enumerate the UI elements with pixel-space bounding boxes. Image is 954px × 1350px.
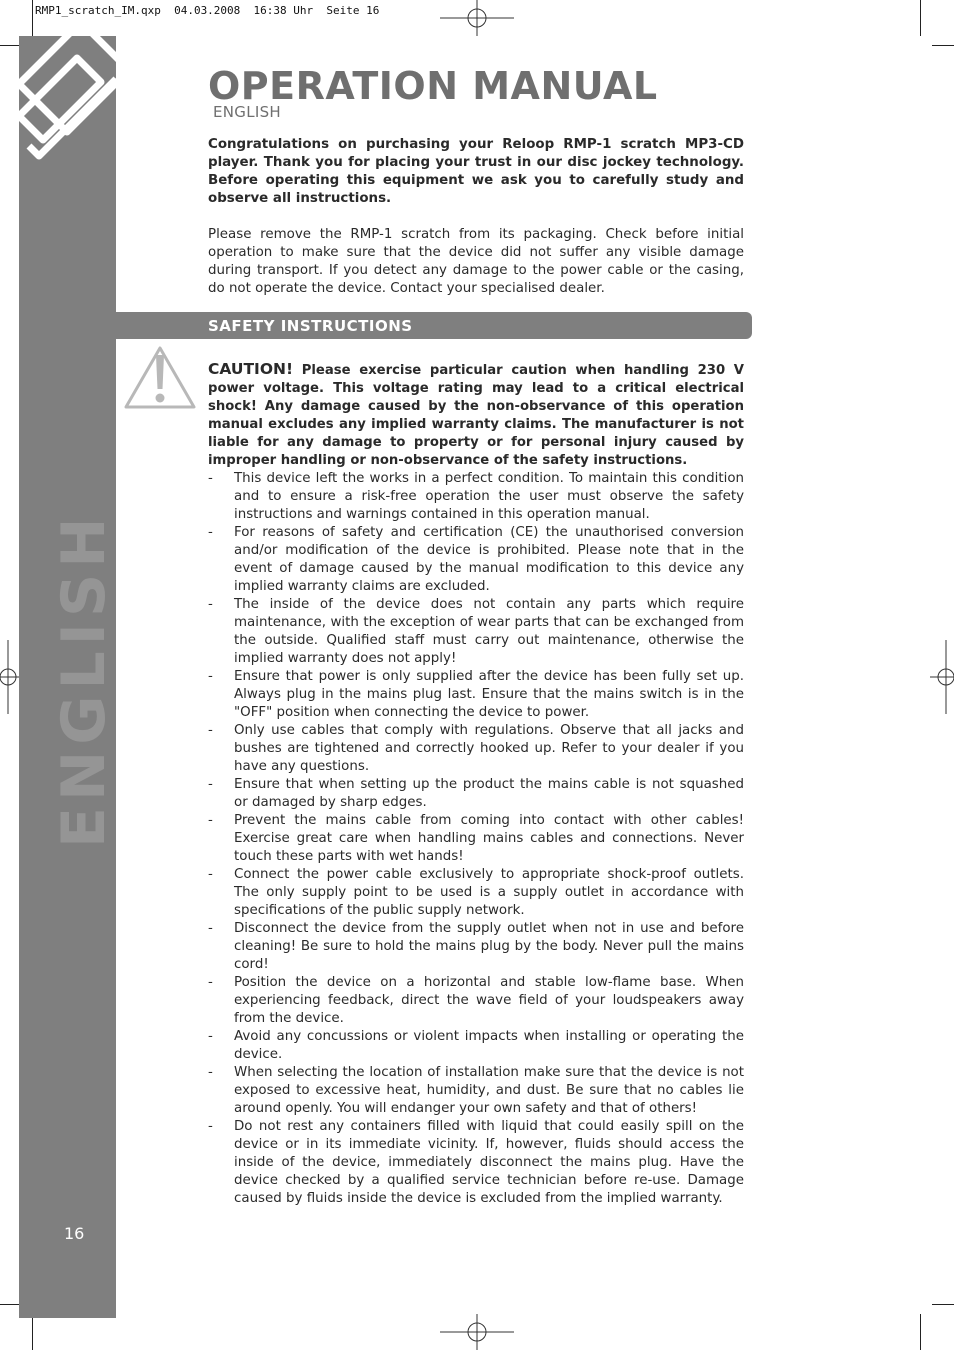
safety-instruction-list	[208, 470, 744, 1208]
unpacking-paragraph: Please remove the RMP-1 scratch from its packaging. Check before initial operation to make sure that the device did not suffer any visible damage during transport. If you detect any damage to the power cable or the casing, do not operate the device. Contact your specialised dealer.	[208, 227, 744, 296]
safety-item-text: Position the device on a horizontal and stable low-flame base. When experiencing feedback, direct the wave field of your loudspeakers away from the device.	[234, 975, 744, 1026]
safety-list-item	[208, 470, 744, 524]
page-number: 16	[64, 1224, 85, 1243]
print-slug: RMP1_scratch_IM.qxp 04.03.2008 16:38 Uhr Seite 16	[35, 4, 380, 17]
safety-item-text: The inside of the device does not contain any parts which require maintenance, with the exception of wear parts that can be exchanged from the outside. Qualified staff must carry out maintenance, otherwise the implied warranty does not apply!	[234, 597, 744, 666]
safety-item-text: For reasons of safety and certification (CE) the unauthorised conversion and/or modification of the device is prohibited. Please note that in the event of damage caused by the manual modification to this device any implied warranty claims are excluded.	[234, 525, 744, 594]
safety-list-item	[208, 722, 744, 776]
vertical-language-label: ENGLISH	[49, 511, 119, 848]
safety-section-bar	[116, 312, 752, 339]
safety-item-text: Prevent the mains cable from coming into contact with other cables! Exercise great care when handling mains cables and connections. Never touch these parts with wet hands!	[234, 813, 744, 864]
safety-list-item	[208, 812, 744, 866]
safety-list-item	[208, 920, 744, 974]
safety-item-text: Disconnect the device from the supply outlet when not in use and before cleaning! Be sure to hold the mains plug by the body. Never pull the mains cord!	[234, 921, 744, 972]
bullet-dash: -	[208, 1029, 213, 1044]
reloop-logo-icon	[19, 36, 116, 166]
safety-item-text: Only use cables that comply with regulations. Observe that all jacks and bushes are tightened and correctly hooked up. Refer to your dealer if you have any questions.	[234, 723, 744, 774]
safety-item-text: Ensure that when setting up the product the mains cable is not squashed or damaged by sharp edges.	[234, 777, 744, 810]
safety-item-text: Ensure that power is only supplied after the device has been fully set up. Always plug in the mains plug last. Ensure that the mains switch is in the "OFF" position when connecting the device to power.	[234, 669, 744, 720]
caution-paragraph	[208, 360, 744, 470]
safety-item-text: Avoid any concussions or violent impacts when installing or operating the device.	[234, 1029, 744, 1062]
safety-list-item	[208, 866, 744, 920]
bullet-dash: -	[208, 813, 213, 828]
safety-list-item	[208, 1118, 744, 1208]
registration-mark-top-icon	[440, 0, 514, 36]
caution-text: Please exercise particular caution when handling 230 V power voltage. This voltage rating may lead to a critical electrical shock! Any damage caused by the non-observance of this operation manual excludes any implied warranty claims. The manufacturer is not liable for any damage to property or for personal injury caused by improper handling or non-observance of the safety instructions.	[208, 363, 744, 468]
intro-paragraph: Congratulations on purchasing your Reloop RMP-1 scratch MP3-CD player. Thank you for placing your trust in our disc jockey technology. Before operating this equipment we ask you to carefully study and observe all instructions.	[208, 137, 744, 206]
registration-mark-right-icon	[930, 640, 954, 714]
bullet-dash: -	[208, 975, 213, 990]
bullet-dash: -	[208, 1119, 213, 1134]
bullet-dash: -	[208, 471, 213, 486]
bullet-dash: -	[208, 867, 213, 882]
safety-list-item	[208, 668, 744, 722]
bullet-dash: -	[208, 597, 213, 612]
page-subtitle: ENGLISH	[213, 103, 282, 121]
section-heading: SAFETY INSTRUCTIONS	[208, 317, 413, 335]
safety-list-item	[208, 776, 744, 812]
bullet-dash: -	[208, 525, 213, 540]
bullet-dash: -	[208, 777, 213, 792]
sidebar	[19, 36, 119, 1318]
warning-exclamation-icon	[123, 345, 197, 411]
bullet-dash: -	[208, 723, 213, 738]
safety-item-text: When selecting the location of installation make sure that the device is not exposed to excessive heat, humidity, and dust. Be sure that no cables lie around openly. You will endanger your own safety and that of others!	[234, 1065, 744, 1116]
registration-mark-bottom-icon	[440, 1314, 514, 1350]
page-title: OPERATION MANUAL	[208, 64, 658, 108]
safety-list-item	[208, 1028, 744, 1064]
bullet-dash: -	[208, 921, 213, 936]
registration-mark-left-icon	[0, 640, 20, 714]
safety-list-item	[208, 974, 744, 1028]
safety-list-item	[208, 1064, 744, 1118]
caution-label: CAUTION!	[208, 360, 294, 378]
safety-item-text: Do not rest any containers filled with liquid that could easily spill on the device or in its immediate vicinity. If, however, fluids should access the inside of the device, immediately disconnect the mains plug. Have the device checked by a qualified service technician before re-use. Damage caused by fluids inside the device is excluded from the implied warranty.	[234, 1119, 744, 1206]
safety-item-text: Connect the power cable exclusively to appropriate shock-proof outlets. The only supply point to be used is a supply outlet in accordance with specifications of the public supply network.	[234, 867, 744, 918]
bullet-dash: -	[208, 1065, 213, 1080]
safety-item-text: This device left the works in a perfect condition. To maintain this condition and to ensure a risk-free operation the user must observe the safety instructions and warnings contained in this operation manual.	[234, 471, 744, 522]
safety-list-item	[208, 596, 744, 668]
bullet-dash: -	[208, 669, 213, 684]
safety-list-item	[208, 524, 744, 596]
